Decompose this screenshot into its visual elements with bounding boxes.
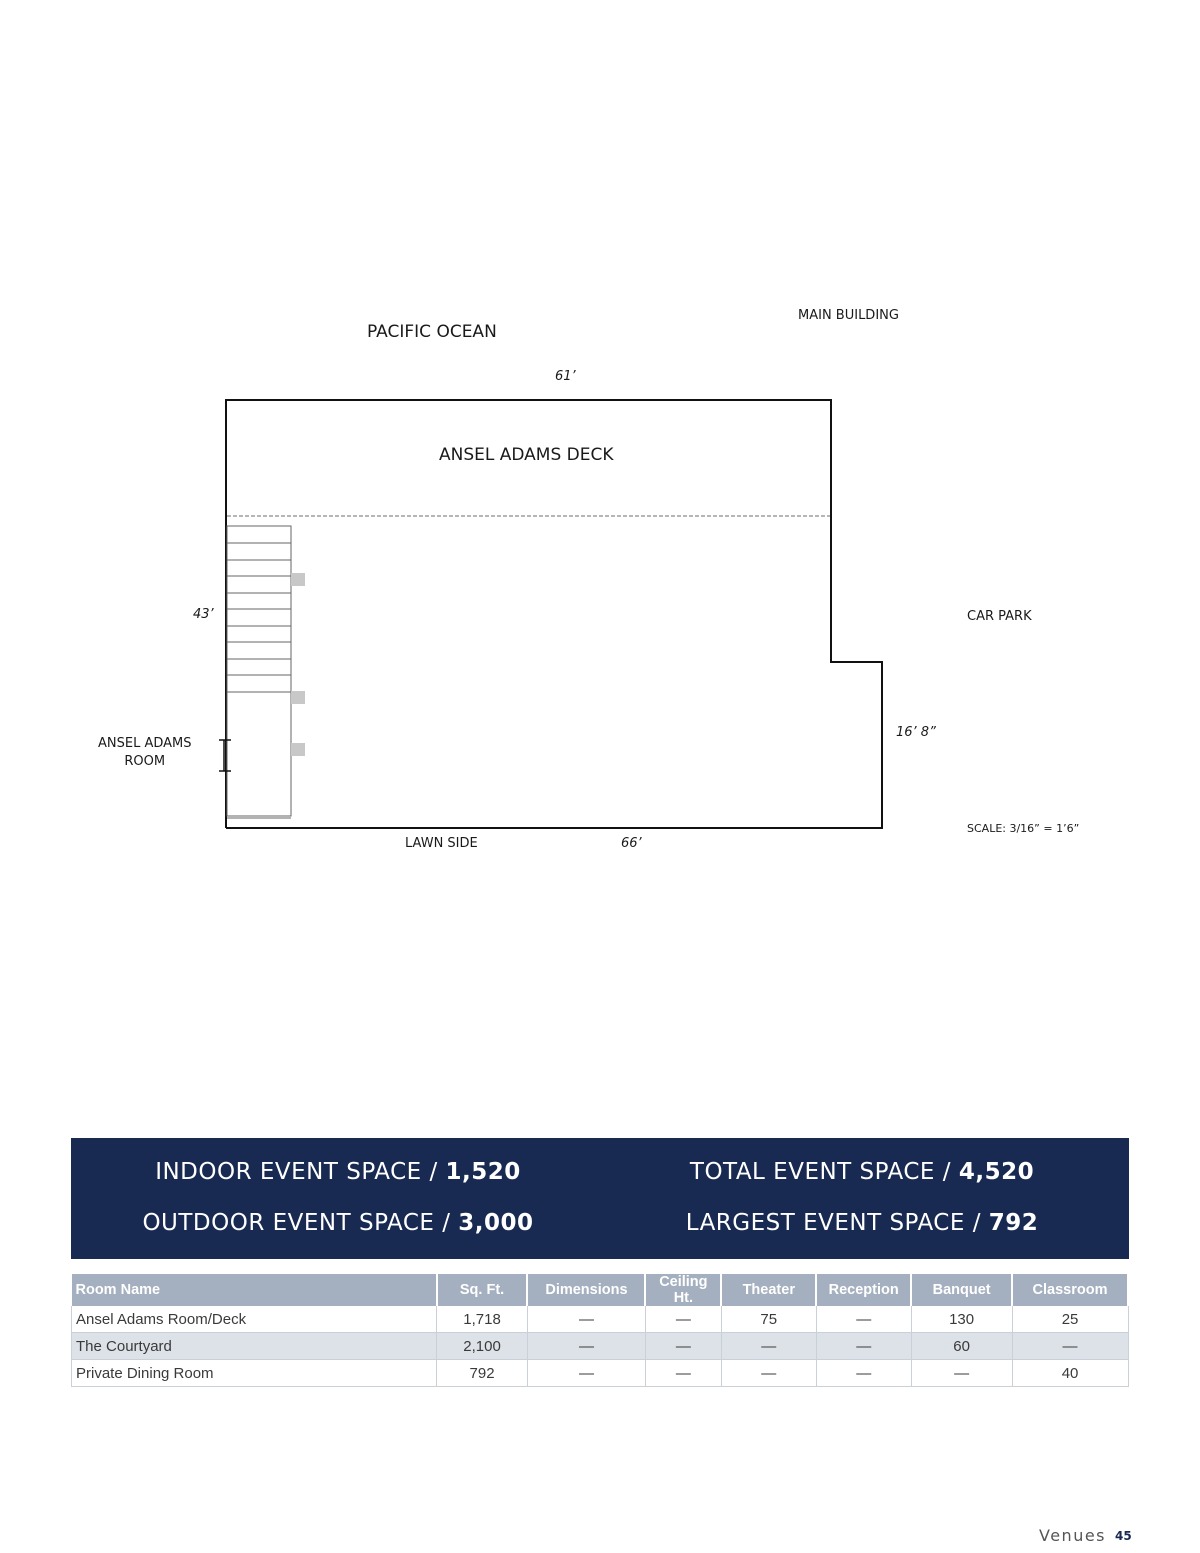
- header-ceiling-height: Ceiling Ht.: [645, 1274, 721, 1306]
- cell-reception: —: [816, 1360, 911, 1387]
- total-label: TOTAL EVENT SPACE /: [689, 1159, 959, 1185]
- cell-dimensions: —: [527, 1360, 645, 1387]
- room-label-line1: ANSEL ADAMS: [98, 736, 192, 751]
- table-row: [72, 1333, 1129, 1360]
- cell-ceiling-height: —: [645, 1360, 721, 1387]
- cell-theater: —: [721, 1360, 816, 1387]
- largest-value: 792: [988, 1210, 1039, 1236]
- main-building-label: MAIN BUILDING: [798, 308, 899, 323]
- cell-sq-ft: 2,100: [437, 1333, 528, 1360]
- column-marker: [291, 691, 305, 704]
- indoor-label: INDOOR EVENT SPACE /: [155, 1159, 446, 1185]
- header-reception: Reception: [816, 1274, 911, 1306]
- cell-room-name: Private Dining Room: [72, 1360, 437, 1387]
- dimension-top: 61’: [555, 369, 576, 384]
- pacific-ocean-label: PACIFIC OCEAN: [367, 322, 497, 342]
- table-row: [72, 1306, 1129, 1333]
- capacity-table: [71, 1274, 1129, 1387]
- largest-label: LARGEST EVENT SPACE /: [685, 1210, 989, 1236]
- outdoor-value: 3,000: [458, 1210, 534, 1236]
- cell-reception: —: [816, 1306, 911, 1333]
- indoor-value: 1,520: [445, 1159, 521, 1185]
- outdoor-event-space: [142, 1210, 533, 1236]
- cell-classroom: 25: [1012, 1306, 1128, 1333]
- dimension-left: 43’: [193, 607, 214, 622]
- outdoor-label: OUTDOOR EVENT SPACE /: [142, 1210, 459, 1236]
- cell-banquet: 60: [911, 1333, 1012, 1360]
- room-label: [98, 735, 192, 771]
- cell-room-name: Ansel Adams Room/Deck: [72, 1306, 437, 1333]
- dimension-bottom: 66’: [621, 836, 642, 851]
- page-number: 45: [1115, 1529, 1132, 1543]
- table-row: [72, 1360, 1129, 1387]
- column-marker: [291, 573, 305, 586]
- header-sq-ft: Sq. Ft.: [437, 1274, 528, 1306]
- total-event-space: [690, 1159, 1034, 1185]
- cell-banquet: —: [911, 1360, 1012, 1387]
- dimension-right: 16’ 8”: [896, 725, 936, 740]
- cell-sq-ft: 792: [437, 1360, 528, 1387]
- header-dimensions: Dimensions: [527, 1274, 645, 1306]
- cell-banquet: 130: [911, 1306, 1012, 1333]
- total-value: 4,520: [958, 1159, 1035, 1185]
- header-theater: Theater: [721, 1274, 816, 1306]
- cell-dimensions: —: [527, 1306, 645, 1333]
- cell-classroom: —: [1012, 1333, 1128, 1360]
- cell-theater: —: [721, 1333, 816, 1360]
- table-header-row: [72, 1274, 1129, 1306]
- room-label-line2: ROOM: [124, 754, 166, 769]
- lawn-side-label: LAWN SIDE: [405, 836, 478, 851]
- cell-ceiling-height: —: [645, 1306, 721, 1333]
- cell-dimensions: —: [527, 1333, 645, 1360]
- header-classroom: Classroom: [1012, 1274, 1128, 1306]
- largest-event-space: [686, 1210, 1039, 1236]
- deck-label: ANSEL ADAMS DECK: [439, 445, 614, 465]
- cell-classroom: 40: [1012, 1360, 1128, 1387]
- footer-section-label: Venues: [1039, 1526, 1107, 1545]
- header-room-name: Room Name: [72, 1274, 437, 1306]
- car-park-label: CAR PARK: [967, 609, 1032, 624]
- scale-label: SCALE: 3/16” = 1’6”: [967, 822, 1080, 835]
- event-space-summary: [71, 1138, 1129, 1259]
- cell-theater: 75: [721, 1306, 816, 1333]
- column-marker: [291, 743, 305, 756]
- header-banquet: Banquet: [911, 1274, 1012, 1306]
- cell-ceiling-height: —: [645, 1333, 721, 1360]
- stairs-block: [227, 526, 291, 818]
- cell-reception: —: [816, 1333, 911, 1360]
- cell-room-name: The Courtyard: [72, 1333, 437, 1360]
- cell-sq-ft: 1,718: [437, 1306, 528, 1333]
- indoor-event-space: [155, 1159, 521, 1185]
